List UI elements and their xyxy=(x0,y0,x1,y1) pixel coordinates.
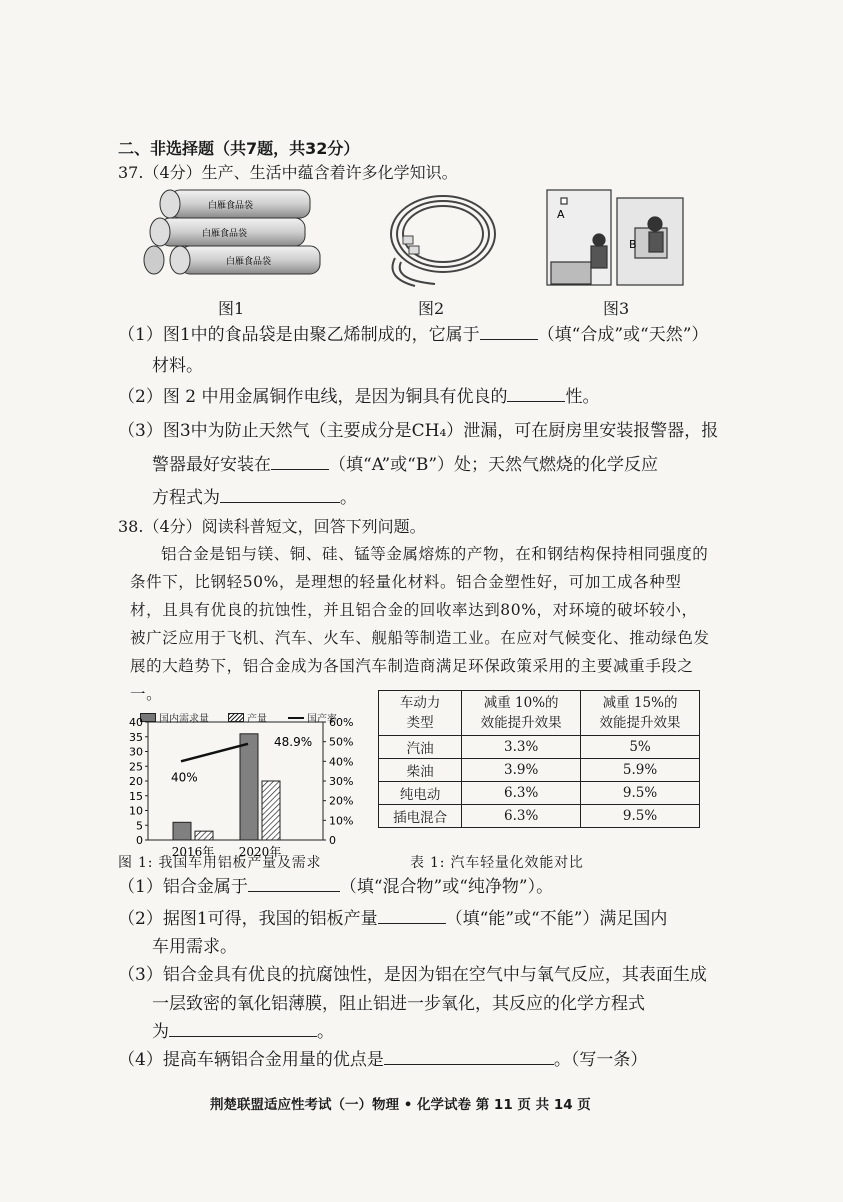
y2-tick-label: 10% xyxy=(329,814,354,828)
q37-sub2: （2）图 2 中用金属铜作电线，是因为铜具有优良的 性。 xyxy=(118,387,600,407)
table-row xyxy=(379,759,700,782)
table-cell: 3.3% xyxy=(462,736,581,759)
table-cell: 5% xyxy=(581,736,700,759)
x-tick-label: 2016年 xyxy=(171,845,215,859)
table-cell: 6.3% xyxy=(462,782,581,805)
fig1-bag-label-2: 白雁食品袋 xyxy=(202,229,248,239)
fig3-label-b: B xyxy=(629,238,637,251)
q37-sub1: （1）图1中的食品袋是由聚乙烯制成的，它属于 （填“合成”或“天然”） xyxy=(118,325,709,345)
q38-stem: 38.（4分）阅读科普短文，回答下列问题。 xyxy=(118,517,426,536)
q37-sub2-blank[interactable] xyxy=(507,401,565,402)
rate-label: 40% xyxy=(171,770,198,785)
chart-plot xyxy=(118,710,368,859)
q38-sub2: （2）据图1可得，我国的铝板产量 （填“能”或“不能”）满足国内 xyxy=(118,909,668,929)
y-tick-label: 15 xyxy=(129,789,143,803)
bar-output xyxy=(195,831,213,840)
y-tick-label: 10 xyxy=(129,804,143,818)
copper-wire-coil-image xyxy=(375,188,505,288)
page-footer: 荆楚联盟适应性考试（一）物理 • 化学试卷 第 11 页 共 14 页 xyxy=(210,1097,591,1113)
q37-sub1-cont: 材料。 xyxy=(152,356,203,376)
fig1-caption: 图1 xyxy=(218,299,245,318)
q38-sub2-cont: 车用需求。 xyxy=(152,937,237,957)
legend-demand: 国内需求量 xyxy=(140,710,209,725)
chart-caption: 图 1: 我国车用铝板产量及需求 xyxy=(118,855,322,871)
table-header-row xyxy=(379,691,700,736)
fig1-bag-label-3: 白雁食品袋 xyxy=(226,257,272,267)
table-header-cell xyxy=(581,691,700,736)
y-tick-label: 0 xyxy=(136,834,143,847)
q38-sub2-blank[interactable] xyxy=(378,923,446,924)
table-cell: 汽油 xyxy=(379,736,462,759)
table-header-line: 减重 15%的 xyxy=(602,695,678,711)
table-cell: 5.9% xyxy=(581,759,700,782)
fig3-caption: 图3 xyxy=(603,299,630,318)
q38-sub3-line3: 为 。 xyxy=(152,1022,334,1042)
fig3-label-a: A xyxy=(557,208,565,221)
q38-sub3-blank[interactable] xyxy=(169,1036,317,1037)
fig1-bag-label-1: 白雁食品袋 xyxy=(208,201,254,211)
table-row xyxy=(379,805,700,828)
aluminum-sheet-chart xyxy=(118,710,368,860)
q38-reading-passage: 铝合金是铝与镁、铜、硅、锰等金属熔炼的产物，在和钢结构保持相同强度的条件下，比钢轻50%，是理想的轻量化材料。铝合金塑性好，可加工成各种型材，且具有优良的抗蚀性，并且铝合金的回收率达到80%，对环境的破坏较小，被广泛应用于飞机、汽车、火车、舰船等制造工业。在应对气候变化、推动绿色发展的大趋势下，铝合金成为各国汽车制造商满足环保政策采用的主要减重手段之一。 xyxy=(130,545,710,703)
table-cell: 6.3% xyxy=(462,805,581,828)
table-header-line: 类型 xyxy=(406,715,434,731)
y-tick-label: 25 xyxy=(129,760,143,774)
q37-sub3-line1: （3）图3中为防止天然气（主要成分是CH₄）泄漏，可在厨房里安装报警器，报 xyxy=(118,421,719,441)
y-tick-label: 5 xyxy=(136,819,143,833)
food-bag-rolls-image xyxy=(140,188,330,288)
x-tick-label: 2020年 xyxy=(238,845,282,859)
table-cell: 纯电动 xyxy=(379,782,462,805)
fig2-caption: 图2 xyxy=(418,299,445,318)
q38-sub4: （4）提高车辆铝合金用量的优点是 。（写一条） xyxy=(118,1050,648,1070)
q37-sub1-blank[interactable] xyxy=(480,339,538,340)
y2-tick-label: 20% xyxy=(329,794,354,808)
bar-demand xyxy=(173,822,191,840)
kitchen-alarm-image xyxy=(545,188,685,293)
q37-sub3-blank-position[interactable] xyxy=(271,469,329,470)
y2-tick-label: 30% xyxy=(329,775,354,788)
q37-sub3-line3: 方程式为 。 xyxy=(152,488,357,508)
table-row xyxy=(379,736,700,759)
table-cell: 3.9% xyxy=(462,759,581,782)
y-tick-label: 20 xyxy=(129,775,143,788)
bar-output xyxy=(262,781,280,840)
rate-label: 48.9% xyxy=(274,734,313,749)
efficiency-table xyxy=(378,690,700,828)
legend-output: 产量 xyxy=(228,710,267,725)
table-cell: 插电混合 xyxy=(379,805,462,828)
y-tick-label: 40 xyxy=(129,716,143,729)
table-header-line: 车动力 xyxy=(399,695,441,711)
table-header-cell xyxy=(462,691,581,736)
q37-sub3-blank-equation[interactable] xyxy=(220,502,340,503)
legend-rate: 国产率 xyxy=(288,710,337,725)
q37-figures xyxy=(140,188,700,318)
q38-sub1: （1）铝合金属于 （填“混合物”或“纯净物”）。 xyxy=(118,877,554,897)
table-header-line: 效能提升效果 xyxy=(480,715,562,731)
rate-line xyxy=(181,744,248,762)
y2-tick-label: 60% xyxy=(329,716,354,729)
q38-sub1-blank[interactable] xyxy=(248,891,340,892)
q38-sub3-line1: （3）铝合金具有优良的抗腐蚀性，是因为铝在空气中与氧气反应，其表面生成 xyxy=(118,965,707,985)
table-header-line: 减重 10%的 xyxy=(483,695,559,711)
y2-tick-label: 40% xyxy=(329,755,354,769)
table-caption: 表 1: 汽车轻量化效能对比 xyxy=(410,855,584,871)
q37-stem: 37.（4分）生产、生活中蕴含着许多化学知识。 xyxy=(118,163,458,182)
q38-sub3-line2: 一层致密的氧化铝薄膜，阻止铝进一步氧化，其反应的化学方程式 xyxy=(152,994,645,1014)
table-cell: 9.5% xyxy=(581,782,700,805)
table-header-cell xyxy=(379,691,462,736)
table-header-line: 效能提升效果 xyxy=(599,715,681,731)
table-cell: 9.5% xyxy=(581,805,700,828)
bar-demand xyxy=(240,734,258,840)
y2-tick-label: 0 xyxy=(329,834,336,847)
y2-tick-label: 50% xyxy=(329,735,354,749)
section-title: 二、非选择题（共7题，共32分） xyxy=(118,139,360,158)
q38-sub4-blank[interactable] xyxy=(384,1064,554,1065)
table-cell: 柴油 xyxy=(379,759,462,782)
q37-sub3-line2: 警器最好安装在 （填“A”或“B”）处；天然气燃烧的化学反应 xyxy=(152,455,659,475)
table-row xyxy=(379,782,700,805)
y-tick-label: 35 xyxy=(129,730,143,744)
y-tick-label: 30 xyxy=(129,745,143,759)
